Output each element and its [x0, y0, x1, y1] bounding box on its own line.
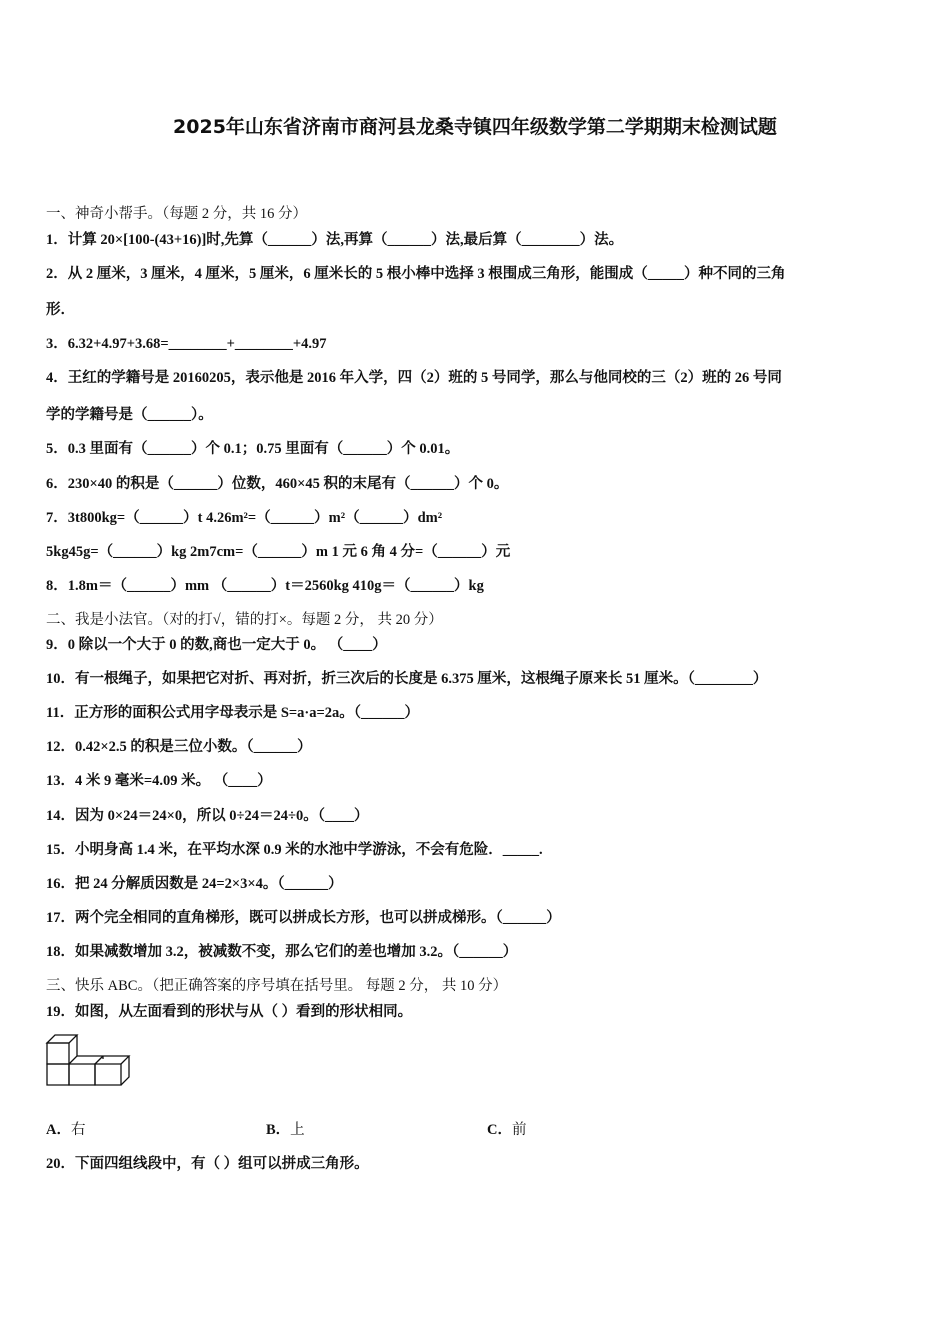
question-14: 14．因为 0×24＝24×0，所以 0÷24＝24÷0。（____） [46, 808, 369, 824]
option-c-key: C． [487, 1122, 512, 1138]
question-13: 13．4 米 9 毫米=4.09 米。 （____） [46, 773, 272, 789]
question-2: 2．从 2 厘米，3 厘米，4 厘米，5 厘米，6 厘米长的 5 根小棒中选择 3 根围成三角形，能围成（_____）种不同的三角 [46, 266, 786, 282]
question-16: 16．把 24 分解质因数是 24=2×3×4。（______） [46, 876, 343, 892]
option-b-text: 上 [290, 1122, 305, 1138]
page-title: 2025年山东省济南市商河县龙桑寺镇四年级数学第二学期期末检测试题 [173, 116, 777, 138]
question-17: 17．两个完全相同的直角梯形，既可以拼成长方形，也可以拼成梯形。（______） [46, 910, 561, 926]
question-1: 1．计算 20×[100-(43+16)]时,先算（______）法,再算（______）法,最后算（________）法。 [46, 232, 624, 248]
option-c-text: 前 [511, 1122, 527, 1138]
option-a-key: A． [46, 1122, 71, 1138]
option-b-key: B． [266, 1122, 291, 1138]
question-3: 3．6.32+4.97+3.68=________+________+4.97 [46, 336, 327, 352]
cube-figure [45, 1029, 137, 1087]
question-18: 18．如果减数增加 3.2，被减数不变，那么它们的差也增加 3.2。（______） [46, 944, 518, 960]
option-a [46, 1118, 85, 1139]
question-7: 7．3t800kg=（______）t 4.26m²=（______）m²（______）dm² [46, 510, 443, 526]
question-4: 4．王红的学籍号是 20160205，表示他是 2016 年入学，四（2）班的 5 号同学，那么与他同校的三（2）班的 26 号同 [46, 370, 782, 386]
question-6: 6．230×40 的积是（______）位数，460×45 积的末尾有（______）个 0。 [46, 476, 509, 492]
option-c [487, 1118, 526, 1139]
section-heading-1: 一、神奇小帮手。（每题 2 分，共 16 分） [46, 206, 307, 222]
question-8: 8．1.8m＝（______）mm （______）t＝2560kg 410g＝（______）kg [46, 578, 484, 594]
question-5: 5．0.3 里面有（______）个 0.1；0.75 里面有（______）个 0.01。 [46, 441, 460, 457]
question-12: 12．0.42×2.5 的积是三位小数。（______） [46, 739, 312, 755]
section-heading-2: 二、我是小法官。（对的打√，错的打×。每题 2 分， 共 20 分） [46, 612, 443, 628]
question-7-continued: 5kg45g=（______）kg 2m7cm=（______）m 1 元 6 角 4 分=（______）元 [46, 544, 511, 560]
option-b [266, 1118, 305, 1139]
question-4-continued: 学的学籍号是（______）。 [46, 407, 213, 423]
question-15: 15．小明身高 1.4 米，在平均水深 0.9 米的水池中学游泳，不会有危险．_____. [46, 842, 543, 858]
question-19: 19．如图，从左面看到的形状与从（ ）看到的形状相同。 [46, 1004, 413, 1020]
question-2-continued: 形． [46, 302, 75, 318]
question-11: 11．正方形的面积公式用字母表示是 S=a·a=2a。（______） [46, 705, 419, 721]
question-9: 9．0 除以一个大于 0 的数,商也一定大于 0。 （____） [46, 637, 387, 653]
section-heading-3: 三、快乐 ABC。（把正确答案的序号填在括号里。 每题 2 分， 共 10 分） [46, 978, 508, 994]
option-a-text: 右 [70, 1122, 86, 1138]
question-20: 20．下面四组线段中，有（ ）组可以拼成三角形。 [46, 1156, 369, 1172]
question-10: 10．有一根绳子，如果把它对折、再对折，折三次后的长度是 6.375 厘米，这根绳子原来长 51 厘米。（________） [46, 671, 768, 687]
